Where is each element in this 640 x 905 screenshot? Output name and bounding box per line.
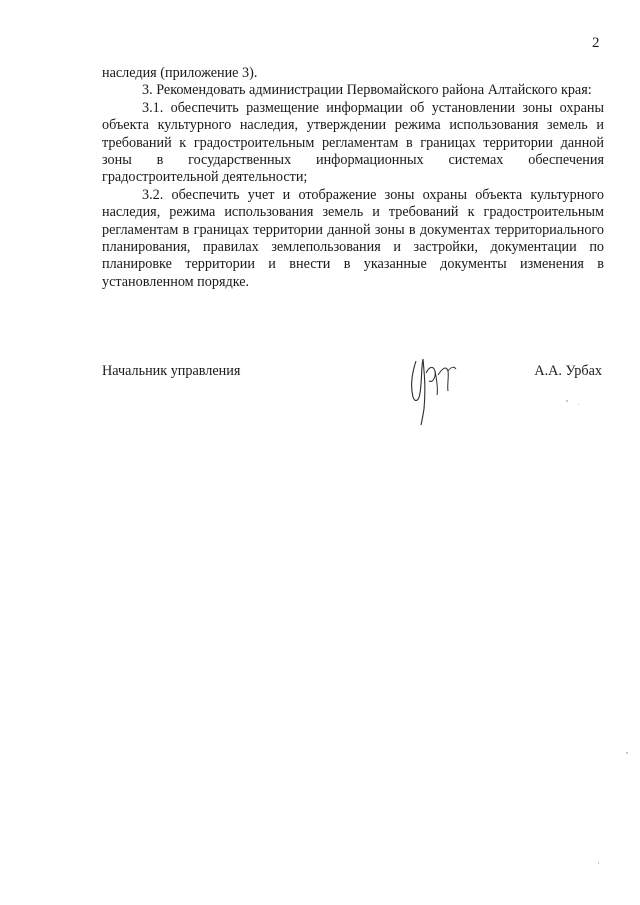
page-number: 2 (592, 35, 600, 51)
signatory-position: Начальник управления (102, 363, 241, 379)
signature-block (102, 363, 604, 433)
scan-speck (598, 862, 599, 864)
paragraph-item-3-1: 3.1. обеспечить размещение информации об установлении зоны охраны объекта культурного наследия, утверждении режима использования земель и требований к градостроительным регламентам в границах территории данной зоны в государственных информационных системах обеспечения градостроительной деятельности; (102, 99, 604, 186)
handwritten-signature (402, 351, 462, 427)
paragraph-continuation: наследия (приложение 3). (102, 65, 258, 81)
signatory-name: А.А. Урбах (534, 363, 602, 379)
paragraph-item-3-2: 3.2. обеспечить учет и отображение зоны охраны объекта культурного наследия, режима использования земель и требований к градостроительным регламентам в границах территории данной зоны в документах территориального планирования, правилах землепользования и застройки, документации по планировке территории и внести в указанные документы изменения в установленном порядке. (102, 186, 604, 290)
scan-speck (626, 752, 628, 754)
document-body (102, 65, 604, 291)
paragraph-item-3: 3. Рекомендовать администрации Первомайского района Алтайского края: (142, 82, 592, 99)
scan-speck (578, 404, 579, 405)
scan-speck (566, 400, 568, 402)
